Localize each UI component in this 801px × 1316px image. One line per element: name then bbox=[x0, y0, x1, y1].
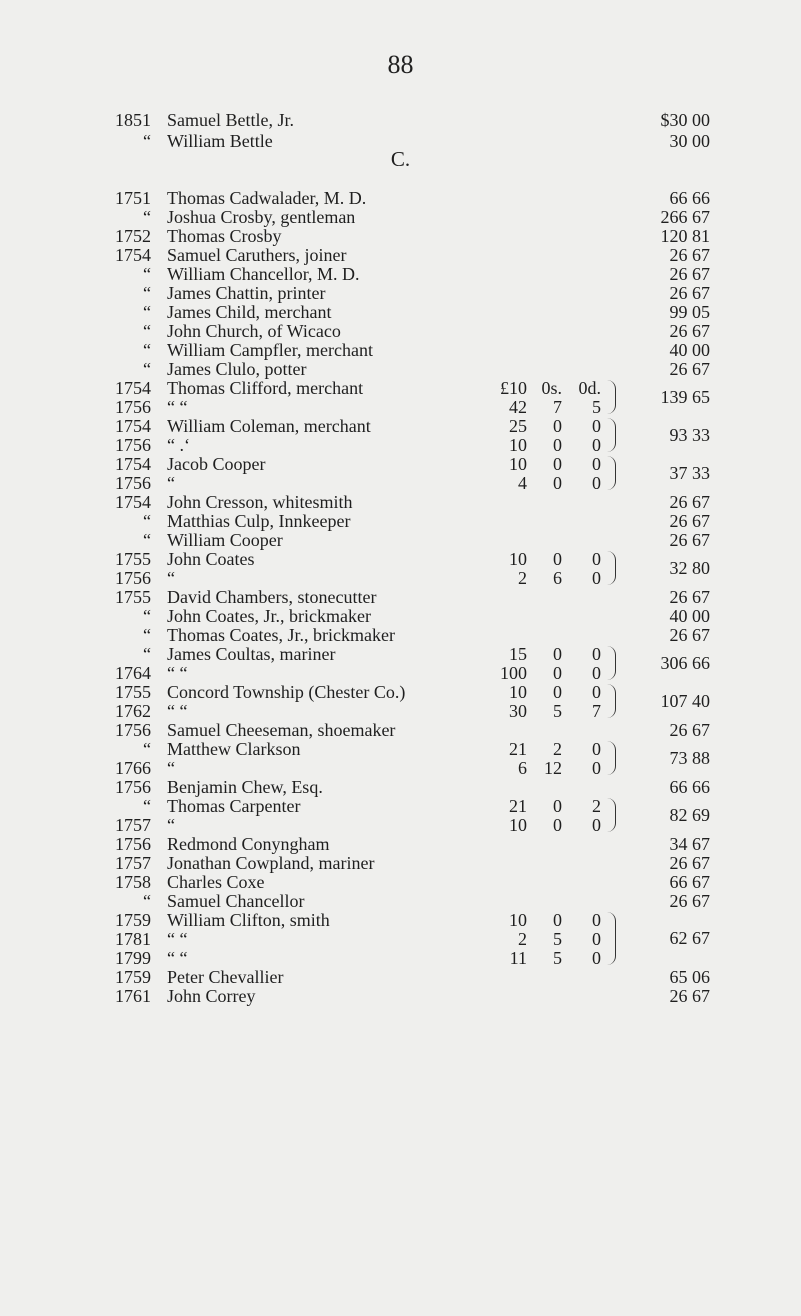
entry-year: “ bbox=[143, 891, 151, 911]
entry-year: 1754 bbox=[115, 378, 151, 398]
group-brace bbox=[605, 798, 616, 832]
group-brace bbox=[605, 456, 616, 490]
entry-year: “ bbox=[143, 283, 151, 303]
subscriber-name: “ “ bbox=[167, 663, 188, 683]
page-number: 88 bbox=[387, 50, 414, 79]
shillings-value: 6 bbox=[553, 568, 562, 588]
entry-year: 1764 bbox=[115, 663, 151, 683]
entry-row bbox=[0, 720, 801, 741]
group-brace bbox=[605, 741, 616, 775]
subscriber-name: William Bettle bbox=[167, 131, 273, 151]
entry-row bbox=[0, 511, 801, 532]
entry-year: 1751 bbox=[115, 188, 151, 208]
entry-row bbox=[0, 359, 801, 380]
pounds-value: 10 bbox=[509, 910, 527, 930]
dollar-amount: $30 00 bbox=[660, 110, 710, 130]
subscriber-name: Concord Township (Chester Co.) bbox=[167, 682, 406, 702]
entry-row bbox=[0, 264, 801, 285]
entry-year: 1752 bbox=[115, 226, 151, 246]
subscriber-name: “ bbox=[167, 815, 175, 835]
entry-row bbox=[0, 245, 801, 266]
pounds-value: 10 bbox=[509, 435, 527, 455]
dollar-amount: 26 67 bbox=[669, 720, 710, 740]
entry-year: “ bbox=[143, 340, 151, 360]
subscriber-name: Jacob Cooper bbox=[167, 454, 266, 474]
subscriber-name: “ “ bbox=[167, 948, 188, 968]
entry-year: “ bbox=[143, 359, 151, 379]
entry-year: 1756 bbox=[115, 397, 151, 417]
entry-year: 1756 bbox=[115, 568, 151, 588]
subscriber-name: William Cooper bbox=[167, 530, 283, 550]
subscriber-name: William Clifton, smith bbox=[167, 910, 330, 930]
entry-year: “ bbox=[143, 644, 151, 664]
pounds-value: 42 bbox=[509, 397, 527, 417]
entry-year: 1757 bbox=[115, 815, 151, 835]
dollar-amount: 26 67 bbox=[669, 530, 710, 550]
dollar-amount: 26 67 bbox=[669, 587, 710, 607]
entry-year: 1759 bbox=[115, 910, 151, 930]
subscriber-name: John Coates, Jr., brickmaker bbox=[167, 606, 371, 626]
pence-value: 0 bbox=[592, 948, 601, 968]
dollar-amount: 26 67 bbox=[669, 283, 710, 303]
dollar-amount: 26 67 bbox=[669, 264, 710, 284]
entry-row bbox=[0, 188, 801, 209]
shillings-value: 0 bbox=[553, 796, 562, 816]
dollar-amount: 26 67 bbox=[669, 986, 710, 1006]
pence-value: 0 bbox=[592, 473, 601, 493]
shillings-value: 0 bbox=[553, 644, 562, 664]
group-brace bbox=[605, 646, 616, 680]
pounds-value: 10 bbox=[509, 815, 527, 835]
shillings-value: 0 bbox=[553, 549, 562, 569]
pounds-value: 25 bbox=[509, 416, 527, 436]
entry-row bbox=[0, 321, 801, 342]
entry-year: 1758 bbox=[115, 872, 151, 892]
pounds-value: 15 bbox=[509, 644, 527, 664]
subscriber-name: Samuel Caruthers, joiner bbox=[167, 245, 347, 265]
dollar-amount: 65 06 bbox=[669, 967, 710, 987]
pence-value: 0 bbox=[592, 739, 601, 759]
pounds-value: 4 bbox=[518, 473, 527, 493]
dollar-amount: 120 81 bbox=[660, 226, 710, 246]
subscriber-name: John Coates bbox=[167, 549, 255, 569]
pence-value: 0 bbox=[592, 454, 601, 474]
entry-year: 1851 bbox=[115, 110, 151, 130]
entry-year: 1756 bbox=[115, 473, 151, 493]
pence-value: 0 bbox=[592, 549, 601, 569]
subscriber-name: William Coleman, merchant bbox=[167, 416, 371, 436]
dollar-amount: 66 66 bbox=[669, 188, 710, 208]
entry-year: 1754 bbox=[115, 492, 151, 512]
subscriber-name: Benjamin Chew, Esq. bbox=[167, 777, 323, 797]
entry-row bbox=[0, 948, 801, 969]
entry-row bbox=[0, 967, 801, 988]
entry-year: “ bbox=[143, 625, 151, 645]
entry-row bbox=[0, 340, 801, 361]
entry-row bbox=[0, 587, 801, 608]
entry-year: “ bbox=[143, 131, 151, 151]
subscriber-name: David Chambers, stonecutter bbox=[167, 587, 377, 607]
dollar-amount: 66 67 bbox=[669, 872, 710, 892]
group-brace bbox=[605, 912, 616, 965]
entry-year: “ bbox=[143, 302, 151, 322]
entry-year: 1754 bbox=[115, 245, 151, 265]
shillings-value: 0 bbox=[553, 454, 562, 474]
entry-row bbox=[0, 872, 801, 893]
subscriber-name: John Correy bbox=[167, 986, 256, 1006]
pounds-value: 21 bbox=[509, 739, 527, 759]
pounds-value: 30 bbox=[509, 701, 527, 721]
entry-year: 1799 bbox=[115, 948, 151, 968]
pounds-value: 2 bbox=[518, 929, 527, 949]
subscriber-name: John Church, of Wicaco bbox=[167, 321, 341, 341]
pounds-value: £10 bbox=[500, 378, 527, 398]
entry-year: “ bbox=[143, 530, 151, 550]
subscriber-name: “ “ bbox=[167, 397, 188, 417]
subscriber-name: “ bbox=[167, 568, 175, 588]
shillings-value: 0 bbox=[553, 682, 562, 702]
subscriber-name: Charles Coxe bbox=[167, 872, 265, 892]
subscriber-name: Thomas Carpenter bbox=[167, 796, 301, 816]
dollar-amount: 66 66 bbox=[669, 777, 710, 797]
pounds-value: 6 bbox=[518, 758, 527, 778]
pence-value: 2 bbox=[592, 796, 601, 816]
group-brace bbox=[605, 551, 616, 585]
dollar-amount: 26 67 bbox=[669, 245, 710, 265]
pounds-value: 11 bbox=[509, 948, 527, 968]
subscriber-name: “ “ bbox=[167, 929, 188, 949]
section-heading: C. bbox=[390, 147, 411, 171]
pence-value: 0 bbox=[592, 910, 601, 930]
pence-value: 5 bbox=[592, 397, 601, 417]
entry-row bbox=[0, 530, 801, 551]
shillings-value: 5 bbox=[553, 701, 562, 721]
entry-year: “ bbox=[143, 796, 151, 816]
shillings-value: 2 bbox=[553, 739, 562, 759]
entry-year: 1756 bbox=[115, 777, 151, 797]
group-total-amount: 73 88 bbox=[669, 747, 710, 768]
group-total-amount: 32 80 bbox=[669, 557, 710, 578]
pence-value: 0 bbox=[592, 435, 601, 455]
dollar-amount: 30 00 bbox=[669, 131, 710, 151]
entry-year: 1755 bbox=[115, 587, 151, 607]
subscriber-name: Thomas Crosby bbox=[167, 226, 282, 246]
subscriber-name: Joshua Crosby, gentleman bbox=[167, 207, 356, 227]
pounds-value: 10 bbox=[509, 682, 527, 702]
group-brace bbox=[605, 684, 616, 718]
dollar-amount: 40 00 bbox=[669, 340, 710, 360]
subscriber-name: James Clulo, potter bbox=[167, 359, 307, 379]
dollar-amount: 26 67 bbox=[669, 359, 710, 379]
dollar-amount: 26 67 bbox=[669, 492, 710, 512]
entry-year: 1781 bbox=[115, 929, 151, 949]
dollar-amount: 99 05 bbox=[669, 302, 710, 322]
entry-year: “ bbox=[143, 264, 151, 284]
subscriber-name: Matthew Clarkson bbox=[167, 739, 301, 759]
subscriber-name: Peter Chevallier bbox=[167, 967, 284, 987]
entry-row bbox=[0, 777, 801, 798]
subscriber-name: Redmond Conyngham bbox=[167, 834, 330, 854]
subscriber-name: John Cresson, whitesmith bbox=[167, 492, 353, 512]
subscriber-name: “ “ bbox=[167, 701, 188, 721]
shillings-value: 0 bbox=[553, 815, 562, 835]
shillings-value: 5 bbox=[553, 929, 562, 949]
subscriber-name: William Chancellor, M. D. bbox=[167, 264, 360, 284]
entry-year: 1754 bbox=[115, 454, 151, 474]
subscriber-name: James Coultas, mariner bbox=[167, 644, 336, 664]
pounds-value: 100 bbox=[500, 663, 527, 683]
entry-year: 1766 bbox=[115, 758, 151, 778]
group-total-amount: 37 33 bbox=[669, 462, 710, 483]
shillings-value: 0 bbox=[553, 416, 562, 436]
dollar-amount: 26 67 bbox=[669, 891, 710, 911]
subscriber-name: William Campfler, merchant bbox=[167, 340, 373, 360]
entry-year: 1761 bbox=[115, 986, 151, 1006]
entry-year: “ bbox=[143, 321, 151, 341]
dollar-amount: 26 67 bbox=[669, 853, 710, 873]
subscriber-name: “ bbox=[167, 473, 175, 493]
entry-year: “ bbox=[143, 606, 151, 626]
subscriber-name: Samuel Cheeseman, shoemaker bbox=[167, 720, 396, 740]
entry-year: 1754 bbox=[115, 416, 151, 436]
entry-year: “ bbox=[143, 207, 151, 227]
subscriber-name: Thomas Clifford, merchant bbox=[167, 378, 364, 398]
shillings-value: 12 bbox=[544, 758, 562, 778]
group-total-amount: 139 65 bbox=[660, 386, 710, 407]
group-total-amount: 62 67 bbox=[669, 928, 710, 948]
entry-year: 1755 bbox=[115, 682, 151, 702]
shillings-value: 0 bbox=[553, 473, 562, 493]
subscriber-name: James Child, merchant bbox=[167, 302, 332, 322]
group-total-amount: 306 66 bbox=[660, 652, 710, 673]
entry-row bbox=[0, 302, 801, 323]
group-total-amount: 82 69 bbox=[669, 804, 710, 825]
entry-year: “ bbox=[143, 511, 151, 531]
group-total-amount: 107 40 bbox=[660, 690, 710, 711]
shillings-value: 7 bbox=[553, 397, 562, 417]
subscriber-name: Samuel Chancellor bbox=[167, 891, 305, 911]
pence-value: 7 bbox=[592, 701, 601, 721]
entry-year: 1755 bbox=[115, 549, 151, 569]
entry-year: 1756 bbox=[115, 435, 151, 455]
shillings-value: 0 bbox=[553, 910, 562, 930]
entry-year: 1756 bbox=[115, 834, 151, 854]
subscriber-name: “ .‘ bbox=[167, 435, 190, 455]
pence-value: 0 bbox=[592, 758, 601, 778]
pounds-value: 2 bbox=[518, 568, 527, 588]
subscriber-name: Jonathan Cowpland, mariner bbox=[167, 853, 375, 873]
entry-row bbox=[0, 606, 801, 627]
subscriber-name: Thomas Cadwalader, M. D. bbox=[167, 188, 367, 208]
dollar-amount: 266 67 bbox=[660, 207, 710, 227]
entry-row bbox=[0, 891, 801, 912]
prior-entry-row bbox=[0, 110, 801, 131]
entry-row bbox=[0, 986, 801, 1007]
shillings-value: 0s. bbox=[541, 378, 562, 398]
dollar-amount: 26 67 bbox=[669, 321, 710, 341]
subscriber-name: Thomas Coates, Jr., brickmaker bbox=[167, 625, 395, 645]
subscriber-name: “ bbox=[167, 758, 175, 778]
subscriber-name: Samuel Bettle, Jr. bbox=[167, 110, 294, 130]
entry-year: 1759 bbox=[115, 967, 151, 987]
pounds-value: 21 bbox=[509, 796, 527, 816]
dollar-amount: 40 00 bbox=[669, 606, 710, 626]
pence-value: 0 bbox=[592, 644, 601, 664]
pounds-value: 10 bbox=[509, 549, 527, 569]
pence-value: 0 bbox=[592, 568, 601, 588]
dollar-amount: 26 67 bbox=[669, 511, 710, 531]
pence-value: 0 bbox=[592, 815, 601, 835]
shillings-value: 0 bbox=[553, 663, 562, 683]
group-total-amount: 93 33 bbox=[669, 424, 710, 445]
entry-row bbox=[0, 207, 801, 228]
entry-row bbox=[0, 834, 801, 855]
dollar-amount: 34 67 bbox=[669, 834, 710, 854]
entry-year: 1762 bbox=[115, 701, 151, 721]
group-brace bbox=[605, 380, 616, 414]
pence-value: 0 bbox=[592, 416, 601, 436]
entry-row bbox=[0, 283, 801, 304]
pence-value: 0 bbox=[592, 663, 601, 683]
entry-year: “ bbox=[143, 739, 151, 759]
dollar-amount: 26 67 bbox=[669, 625, 710, 645]
entry-row bbox=[0, 853, 801, 874]
entry-row bbox=[0, 492, 801, 513]
subscriber-name: James Chattin, printer bbox=[167, 283, 326, 303]
pounds-value: 10 bbox=[509, 454, 527, 474]
entry-year: 1756 bbox=[115, 720, 151, 740]
pence-value: 0 bbox=[592, 682, 601, 702]
shillings-value: 0 bbox=[553, 435, 562, 455]
entry-year: 1757 bbox=[115, 853, 151, 873]
group-brace bbox=[605, 418, 616, 452]
subscriber-name: Matthias Culp, Innkeeper bbox=[167, 511, 351, 531]
shillings-value: 5 bbox=[553, 948, 562, 968]
entry-row bbox=[0, 226, 801, 247]
entry-row bbox=[0, 625, 801, 646]
pence-value: 0 bbox=[592, 929, 601, 949]
pence-value: 0d. bbox=[578, 378, 601, 398]
